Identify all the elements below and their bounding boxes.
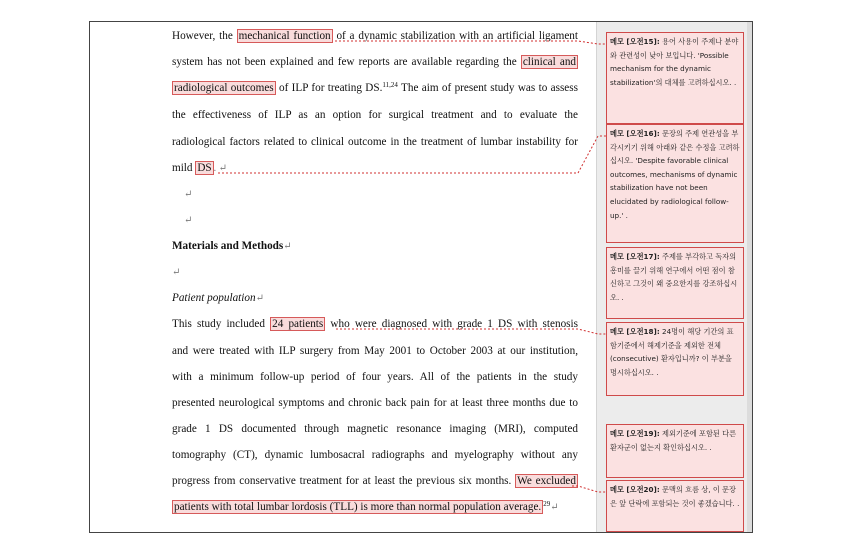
document-page[interactable] (90, 22, 596, 532)
document-line[interactable] (172, 79, 578, 97)
text-run: and were treated with ILP surgery from May 2001 to October 2003 at our institution, (172, 345, 578, 357)
section-heading: Materials and Methods (172, 240, 284, 252)
comment-balloon[interactable] (606, 32, 744, 124)
comment-text: 용어 사용이 주제나 분야와 관련성이 낮아 보입니다. 'Possible mechanism for the dynamic stabilization'의 대체를 고려하십시오. . (610, 37, 739, 87)
document-line[interactable] (172, 27, 578, 45)
paragraph-mark: ↵ (550, 502, 559, 513)
document-line[interactable] (172, 289, 578, 307)
text-run: grade 1 DS documented through magnetic resonance imaging (MRI), computed (172, 423, 578, 435)
highlighted-comment-anchor[interactable]: clinical and (522, 56, 577, 68)
text-run: who were diagnosed with grade 1 DS with stenosis (325, 318, 578, 330)
document-line[interactable] (184, 211, 590, 229)
document-line[interactable] (172, 368, 578, 386)
comment-author-tag: 메모 [오전16]: (610, 129, 660, 138)
citation-superscript: 29 (543, 500, 551, 508)
document-line[interactable] (172, 342, 578, 360)
paragraph-mark: ↵ (283, 241, 292, 252)
text-run: mild (172, 162, 196, 174)
comment-author-tag: 메모 [오전18]: (610, 327, 660, 336)
paragraph-mark: . ↵ (213, 163, 228, 174)
citation-superscript: 11,24 (382, 81, 398, 89)
text-run: progress from conservative treatment for at least the previous six months. (172, 475, 516, 487)
document-line[interactable] (172, 498, 578, 516)
comment-text: 24명이 해당 기간의 표함기준에서 해제기준을 제외한 전체 (consecutive) 환자입니까? 이 부분을 명시하십시오. . (610, 327, 734, 377)
comment-balloon[interactable] (606, 480, 744, 532)
text-run: However, the (172, 30, 237, 42)
document-line[interactable] (172, 53, 578, 71)
margin-scroll-edge (747, 22, 753, 532)
comment-balloon[interactable] (606, 247, 744, 319)
comment-text: 문맥의 흐름 상, 이 문장은 앞 단락에 포함되는 것이 좋겠습니다. . (610, 485, 740, 508)
text-run: with a minimum follow-up period of four years. All of the patients in the study (172, 371, 578, 383)
comment-balloon[interactable] (606, 424, 744, 478)
highlighted-comment-anchor[interactable]: radiological outcomes (174, 82, 274, 94)
comment-author-tag: 메모 [오전17]: (610, 252, 660, 261)
highlighted-comment-anchor[interactable]: mechanical function (238, 30, 331, 42)
highlighted-comment-anchor[interactable]: patients with total lumbar lordosis (TLL) is more than normal population average. (174, 501, 542, 513)
document-line[interactable] (172, 315, 578, 333)
comment-author-tag: 메모 [오전20]: (610, 485, 660, 494)
document-line[interactable] (172, 159, 578, 177)
text-run: presented neurological symptoms and chronic back pain for at least three months due to (172, 397, 578, 409)
text-run: tomography (CT), dynamic lumbosacral radiographs and myelography without any (172, 449, 578, 461)
document-line[interactable] (172, 133, 578, 151)
paragraph-mark: ↵ (184, 189, 193, 200)
document-line[interactable] (172, 394, 578, 412)
comment-balloon[interactable] (606, 322, 744, 396)
paragraph-mark: ↵ (184, 215, 193, 226)
comment-balloon[interactable] (606, 124, 744, 243)
document-line[interactable] (172, 446, 578, 464)
text-run: of a dynamic stabilization with an artificial ligament (332, 30, 578, 42)
document-line[interactable] (172, 237, 578, 255)
text-run: the effectiveness of ILP as an option for surgical treatment and to evaluate the (172, 109, 578, 121)
paragraph-mark: ↵ (172, 267, 181, 278)
document-line[interactable] (172, 472, 578, 490)
subsection-heading: Patient population (172, 292, 256, 304)
comment-text: 제외기준에 포함된 다른 환자군이 없는지 확인하십시오. . (610, 429, 737, 452)
comment-author-tag: 메모 [오전19]: (610, 429, 660, 438)
highlighted-comment-anchor[interactable]: DS (197, 162, 212, 174)
text-run: The aim of present study was to assess (397, 82, 578, 94)
paragraph-mark: ↵ (255, 293, 264, 304)
text-run: of ILP for treating DS. (275, 82, 383, 94)
comment-text: 문장의 주제 연관성을 부각시키기 위해 아래와 같은 수정을 고려하십시오. 'Despite favorable clinical outcomes, mechanisms of dynamic stabilization have not been elucidated by radiological follow-up.' . (610, 129, 740, 220)
document-line[interactable] (172, 420, 578, 438)
highlighted-comment-anchor[interactable]: 24 patients (272, 318, 324, 330)
text-run: radiological factors related to clinical outcome in the treatment of lumbar instability for (172, 136, 578, 148)
document-line[interactable] (184, 185, 590, 203)
document-line[interactable] (172, 263, 578, 281)
document-window (89, 21, 753, 533)
text-run: system has not been explained and few reports are available regarding the (172, 56, 521, 68)
comment-author-tag: 메모 [오전15]: (610, 37, 660, 46)
text-run: This study included (172, 318, 271, 330)
document-line[interactable] (172, 106, 578, 124)
comment-text: 주제를 부각하고 독자의 흥미를 끌기 위해 연구에서 어떤 점이 참신하고 그것이 왜 중요한지를 강조하십시오. . (610, 252, 738, 302)
highlighted-comment-anchor[interactable]: We excluded (517, 475, 576, 487)
